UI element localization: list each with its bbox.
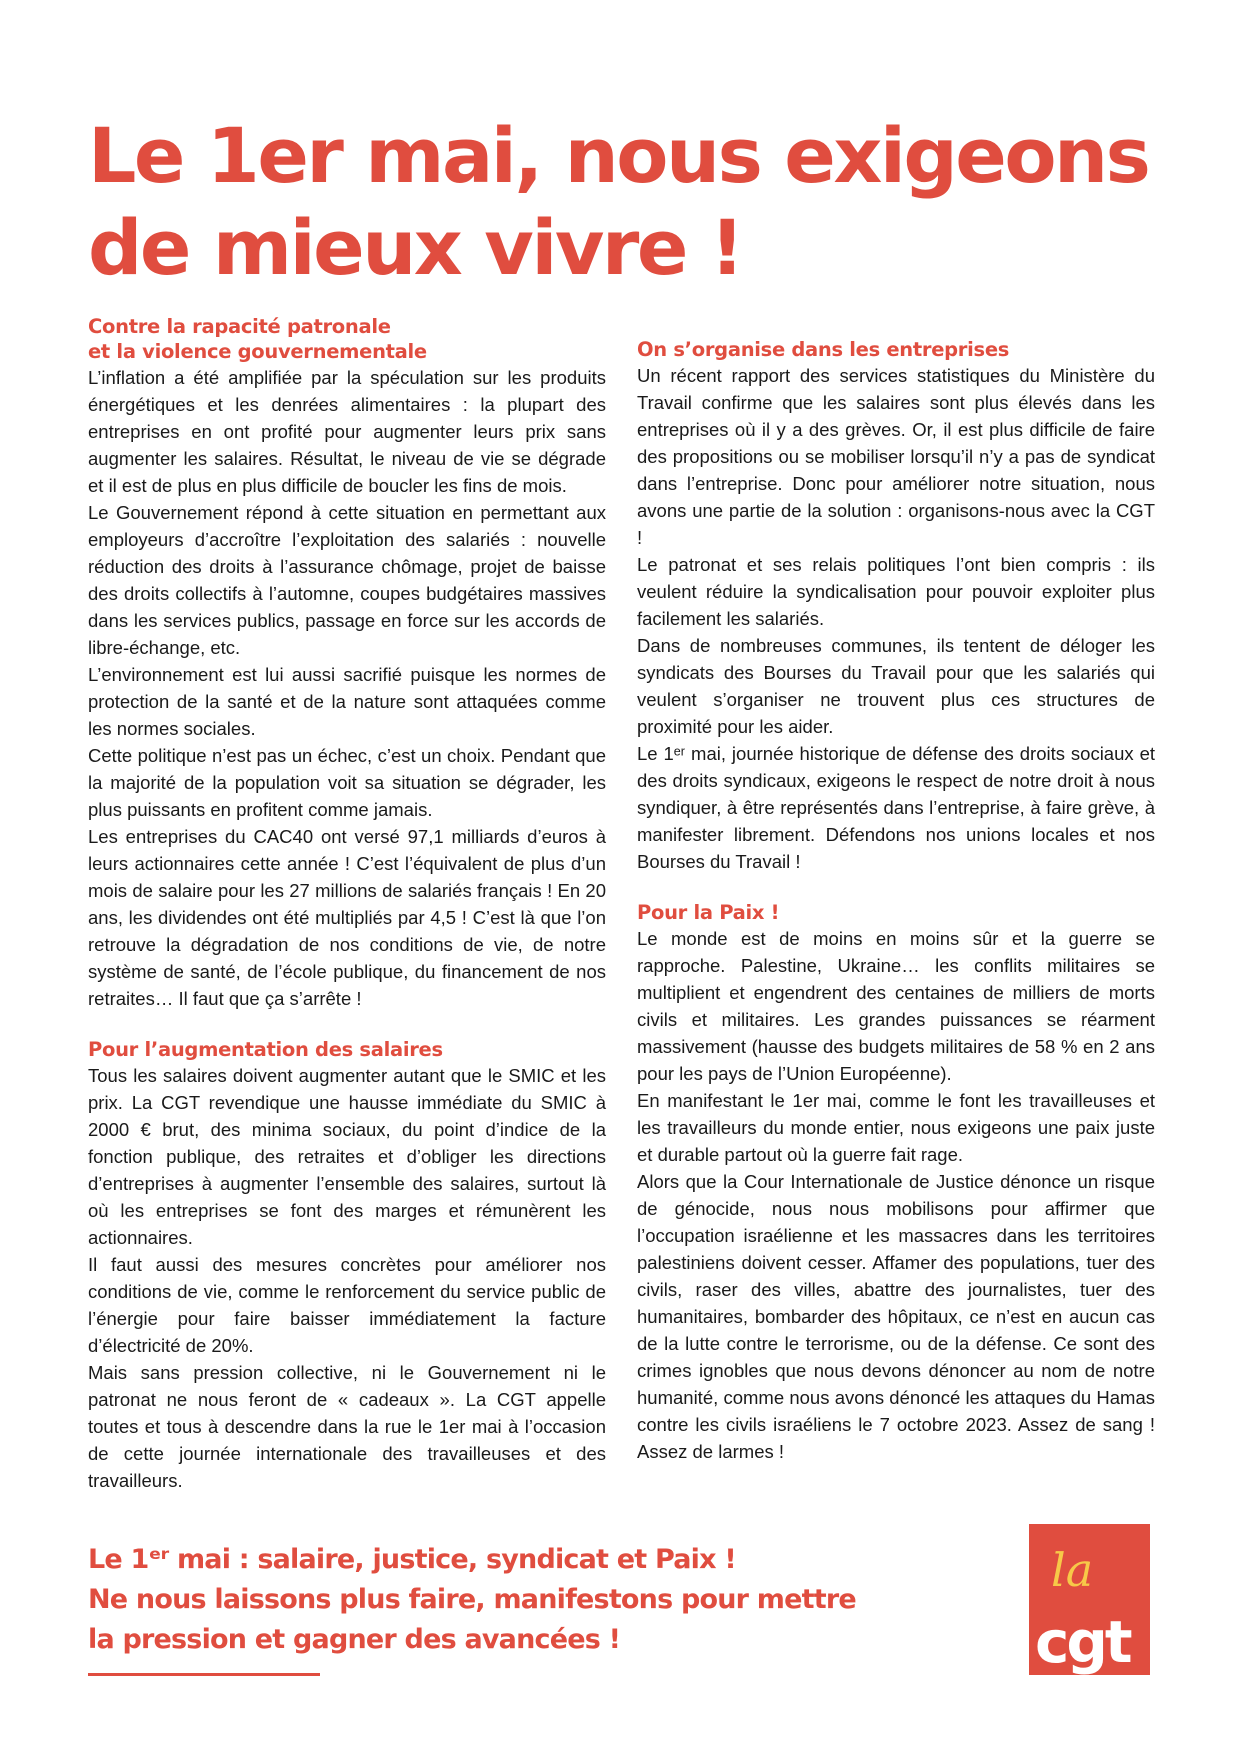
footer-line-3: la pression et gagner des avancées ! [88, 1624, 621, 1655]
footer-line-1: Le 1ᵉʳ mai : salaire, justice, syndicat et Paix ! [88, 1544, 736, 1575]
section-heading-line: Contre la rapacité patronale [88, 315, 391, 338]
body-paragraph: L’environnement est lui aussi sacrifié puisque les normes de protection de la santé et de la nature sont attaquées comme les normes sociales. [88, 664, 606, 739]
body-paragraph: Le patronat et ses relais politiques l’ont bien compris : ils veulent réduire la syndicalisation pour pouvoir exploiter plus facilement les salariés. [637, 554, 1155, 629]
section-heading-line: On s’organise dans les entreprises [637, 338, 1010, 361]
page-title [88, 110, 1168, 294]
body-paragraph: Le monde est de moins en moins sûr et la guerre se rapproche. Palestine, Ukraine… les conflits militaires se multiplient et engendrent des centaines de milliers de morts civils et militaires. Les grandes puissances se réarment massivement (hausse des budgets militaires de 58 % en 2 ans pour les pays de l’Union Européenne). [637, 928, 1155, 1084]
body-paragraph: Cette politique n’est pas un échec, c’est un choix. Pendant que la majorité de la population voit sa situation se dégrader, les plus puissants en profitent comme jamais. [88, 745, 606, 820]
section-heading [637, 900, 1155, 925]
body-paragraph: L’inflation a été amplifiée par la spéculation sur les produits énergétiques et les denrées alimentaires : la plupart des entreprises en ont profité pour augmenter leurs prix sans augmenter les salaires. Résultat, le niveau de vie se dégrade et il est de plus en plus difficile de boucler les fins de mois. [88, 367, 606, 496]
article-section [88, 314, 606, 1012]
body-paragraph: Mais sans pression collective, ni le Gouvernement ni le patronat ne nous feront de « cadeaux ». La CGT appelle toutes et tous à descendre dans la rue le 1er mai à l’occasion de cette journée internationale des travailleuses et des travailleurs. [88, 1362, 606, 1491]
article-section [637, 900, 1155, 1465]
body-paragraph: Un récent rapport des services statistiques du Ministère du Travail confirme que les salaires sont plus élevés dans les entreprises où il y a des grèves. Or, il est plus difficile de faire des propositions ou se mobiliser lorsqu’il n’y a pas de syndicat dans l’entreprise. Donc pour améliorer notre situation, nous avons une partie de la solution : organisons-nous avec la CGT ! [637, 365, 1155, 548]
logo-script-text: la [1051, 1543, 1094, 1597]
cgt-logo-mark [1029, 1524, 1150, 1675]
cgt-logo [1029, 1524, 1150, 1675]
title-line-2: de mieux vivre ! [88, 203, 743, 292]
body-paragraph: En manifestant le 1er mai, comme le font les travailleuses et les travailleurs du monde entier, nous exigeons une paix juste et durable partout où la guerre fait rage. [637, 1090, 1155, 1165]
article-section [88, 1037, 606, 1494]
section-heading [88, 314, 606, 364]
right-column [637, 337, 1155, 1490]
body-paragraph: Tous les salaires doivent augmenter autant que le SMIC et les prix. La CGT revendique une hausse immédiate du SMIC à 2000 € brut, des minima sociaux, du point d’indice de la fonction publique, des retraites et d’obliger les directions d’entreprises à augmenter l’ensemble des salaires, surtout là où les entreprises se font des marges et rémunèrent les actionnaires. [88, 1065, 606, 1248]
body-paragraph: Dans de nombreuses communes, ils tentent de déloger les syndicats des Bourses du Travail pour que les salariés qui veulent s’organiser ne trouvent plus ces structures de proximité pour les aider. [637, 635, 1155, 737]
section-heading-line: Pour la Paix ! [637, 901, 780, 924]
footer-line-2: Ne nous laissons plus faire, manifestons pour mettre [88, 1584, 856, 1615]
section-heading [88, 1037, 606, 1062]
article-section [637, 337, 1155, 875]
body-paragraph: Les entreprises du CAC40 ont versé 97,1 milliards d’euros à leurs actionnaires cette année ! C’est l’équivalent de plus d’un mois de salaire pour les 27 millions de salariés français ! En 20 ans, les dividendes ont été multipliés par 4,5 ! C’est là que l’on retrouve la dégradation de nos conditions de vie, de notre système de santé, de l’école publique, du financement de nos retraites… Il faut que ça s’arrête ! [88, 826, 606, 1009]
title-line-1: Le 1er mai, nous exigeons [88, 111, 1149, 200]
logo-main-text: cgt [1035, 1608, 1130, 1675]
body-paragraph: Le Gouvernement répond à cette situation en permettant aux employeurs d’accroître l’exploitation des salariés : nouvelle réduction des droits à l’assurance chômage, projet de baisse des droits collectifs à l’automne, coupes budgétaires massives dans les services publics, passage en force sur les accords de libre-échange, etc. [88, 502, 606, 658]
footer-divider [88, 1673, 320, 1676]
body-paragraph: Le 1ᵉʳ mai, journée historique de défense des droits sociaux et des droits syndicaux, exigeons le respect de notre droit à nous syndiquer, à être représentés dans l’entreprise, à faire grève, à manifester librement. Défendons nos unions locales et nos Bourses du Travail ! [637, 743, 1155, 872]
footer-slogan [88, 1540, 948, 1660]
left-column [88, 314, 606, 1519]
body-paragraph: Alors que la Cour Internationale de Justice dénonce un risque de génocide, nous nous mobilisons pour affirmer que l’occupation israélienne et les massacres dans les territoires palestiniens doivent cesser. Affamer des populations, tuer des civils, raser des villes, abattre des journalistes, tuer des humanitaires, bombarder des hôpitaux, ce n’est en aucun cas de la lutte contre le terrorisme, ou de la défense. Ce sont des crimes ignobles que nous devons dénoncer au nom de notre humanité, comme nous avons dénoncé les attaques du Hamas contre les civils israéliens le 7 octobre 2023. Assez de sang ! Assez de larmes ! [637, 1171, 1155, 1462]
section-heading [637, 337, 1155, 362]
body-paragraph: Il faut aussi des mesures concrètes pour améliorer nos conditions de vie, comme le renforcement du service public de l’énergie pour faire baisser immédiatement la facture d’électricité de 20%. [88, 1254, 606, 1356]
section-heading-line: Pour l’augmentation des salaires [88, 1038, 443, 1061]
section-heading-line: et la violence gouvernementale [88, 340, 427, 363]
